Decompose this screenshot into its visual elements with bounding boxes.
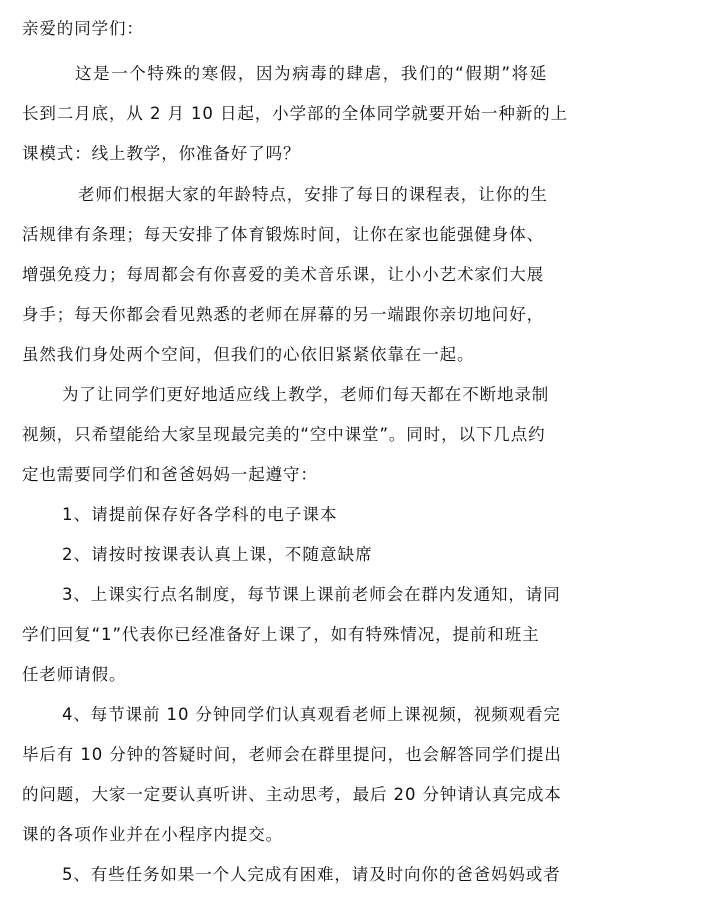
paragraph-3-line-1: 为了让同学们更好地适应线上教学，老师们每天都在不断地录制 bbox=[62, 385, 550, 404]
rule-4-line-1: 4、每节课前 10 分钟同学们认真观看老师上课视频，视频观看完 bbox=[62, 705, 561, 724]
rule-4-line-4: 课的各项作业并在小程序内提交。 bbox=[22, 825, 283, 844]
paragraph-1-line-1: 这是一个特殊的寒假，因为病毒的肆虐，我们的“假期”将延 bbox=[75, 64, 548, 83]
rule-3-line-2: 学们回复“1”代表你已经准备好上课了，如有特殊情况，提前和班主 bbox=[22, 625, 540, 644]
paragraph-1-line-2: 长到二月底，从 2 月 10 日起，小学部的全体同学就要开始一种新的上 bbox=[22, 104, 568, 123]
paragraph-2-line-5: 虽然我们身处两个空间，但我们的心依旧紧紧依靠在一起。 bbox=[22, 345, 475, 364]
paragraph-3-line-3: 定也需要同学们和爸爸妈妈一起遵守： bbox=[22, 465, 318, 484]
paragraph-2-line-3: 增强免疫力；每周都会有你喜爱的美术音乐课，让小小艺术家们大展 bbox=[22, 265, 544, 284]
rule-4-line-2: 毕后有 10 分钟的答疑时间，老师会在群里提问，也会解答同学们提出 bbox=[22, 745, 562, 764]
greeting: 亲爱的同学们： bbox=[22, 19, 144, 38]
paragraph-2-line-2: 活规律有条理；每天安排了体育锻炼时间，让你在家也能强健身体、 bbox=[22, 225, 544, 244]
rule-1: 1、请提前保存好各学科的电子课本 bbox=[62, 505, 338, 524]
paragraph-2-line-1: 老师们根据大家的年龄特点，安排了每日的课程表，让你的生 bbox=[78, 185, 548, 204]
paragraph-2-line-4: 身手；每天你都会看见熟悉的老师在屏幕的另一端跟你亲切地问好， bbox=[22, 305, 544, 324]
rule-5-line-1: 5、有些任务如果一个人完成有困难，请及时向你的爸爸妈妈或者 bbox=[62, 865, 561, 884]
rule-3-line-1: 3、上课实行点名制度，每节课上课前老师会在群内发通知，请同 bbox=[62, 585, 561, 604]
rule-3-line-3: 任老师请假。 bbox=[22, 665, 127, 684]
paragraph-1-line-3: 课模式：线上教学，你准备好了吗？ bbox=[22, 144, 301, 163]
rule-2: 2、请按时按课表认真上课，不随意缺席 bbox=[62, 545, 373, 564]
rule-4-line-3: 的问题，大家一定要认真听讲、主动思考，最后 20 分钟请认真完成本 bbox=[22, 785, 562, 804]
paragraph-3-line-2: 视频，只希望能给大家呈现最完美的“空中课堂”。同时，以下几点约 bbox=[22, 425, 546, 444]
